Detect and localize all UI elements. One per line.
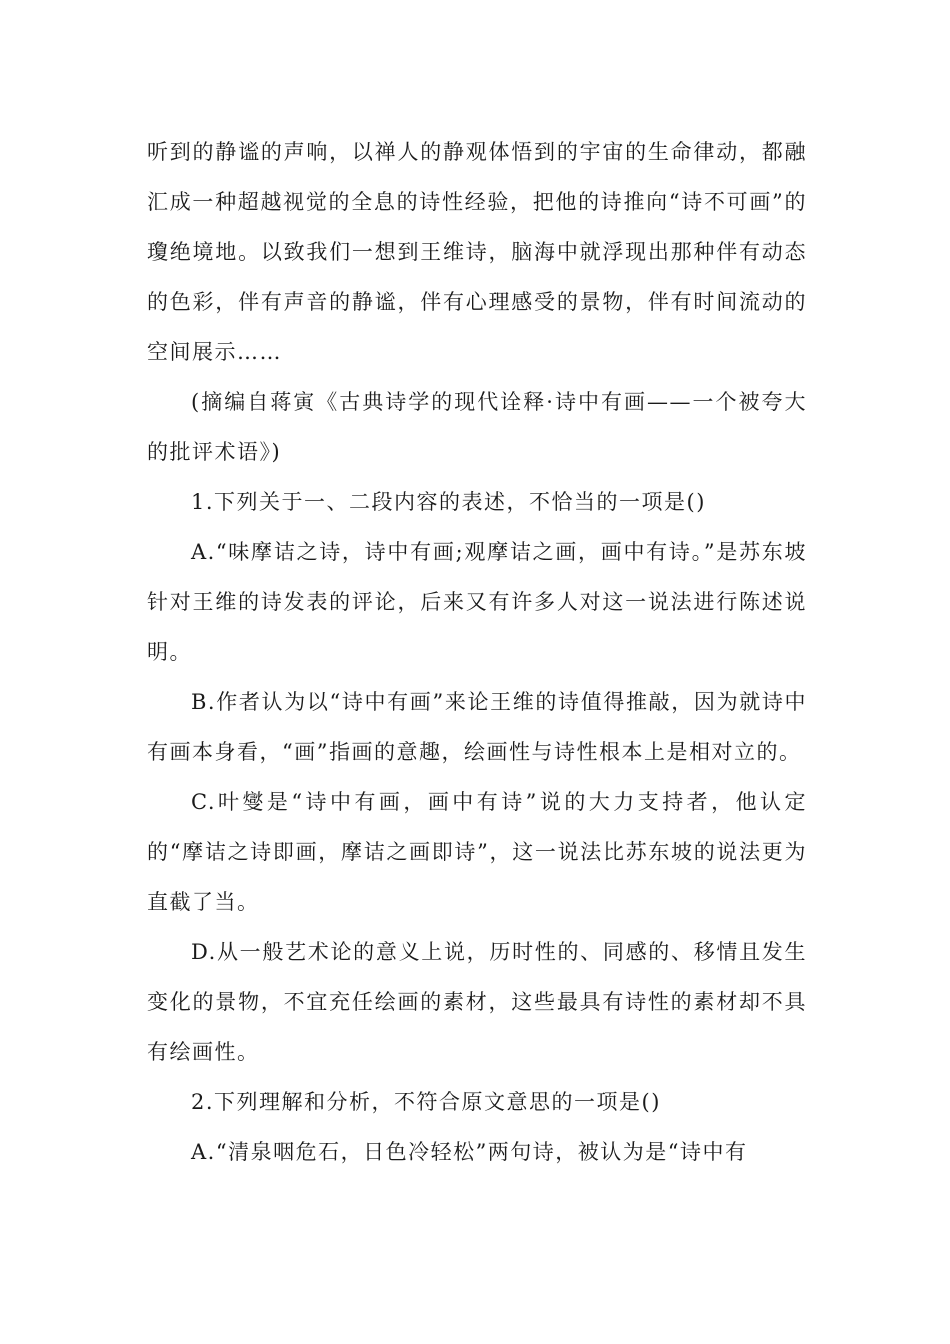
question-1-option-a: A.“味摩诘之诗，诗中有画;观摩诘之画，画中有诗。”是苏东坡针对王维的诗发表的评论，后来又有许多人对这一说法进行陈述说明。 [147, 540, 807, 664]
question-1-option-b: B.作者认为以“诗中有画”来论王维的诗值得推敲，因为就诗中有画本身看，“画”指画的意趣，绘画性与诗性根本上是相对立的。 [147, 690, 807, 764]
question-2-option-a: A.“清泉咽危石，日色冷轻松”两句诗，被认为是“诗中有 [191, 1140, 748, 1164]
question-2: 2.下列理解和分析，不符合原文意思的一项是() [191, 1090, 661, 1114]
question-1-option-d: D.从一般艺术论的意义上说，历时性的、同感的、移情且发生变化的景物，不宜充任绘画的素材，这些最具有诗性的素材却不具有绘画性。 [147, 940, 807, 1064]
document-body [147, 127, 807, 1177]
paragraph-continuation: 听到的静谧的声响，以禅人的静观体悟到的宇宙的生命律动，都融汇成一种超越视觉的全息的诗性经验，把他的诗推向“诗不可画”的瓊绝境地。以致我们一想到王维诗，脑海中就浮现出那种伴有动态的色彩，伴有声音的静谧，伴有心理感受的景物，伴有时间流动的空间展示…… [147, 140, 807, 364]
question-1-option-c: C.叶燮是“诗中有画，画中有诗”说的大力支持者，他认定的“摩诘之诗即画，摩诘之画即诗”，这一说法比苏东坡的说法更为直截了当。 [147, 790, 807, 914]
source-citation: (摘编自蒋寅《古典诗学的现代诠释·诗中有画——一个被夸大的批评术语》) [147, 390, 807, 464]
question-1: 1.下列关于一、二段内容的表述，不恰当的一项是() [191, 490, 706, 514]
